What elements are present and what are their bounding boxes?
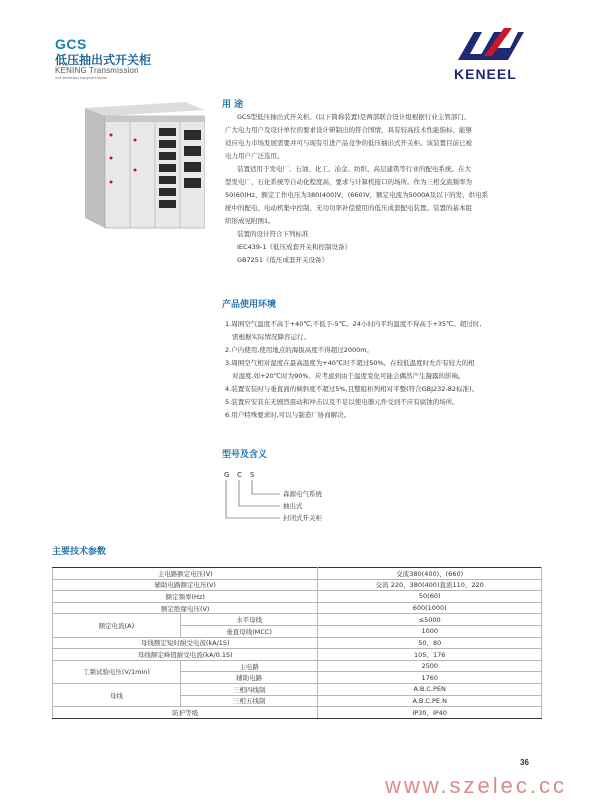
table-row: 防护等级 IP30、IP40 xyxy=(53,707,542,719)
model-code-s: S xyxy=(250,471,255,479)
usage-text: GCS型低压抽出式开关柜。(以下简称装置)是两部联合设计组根据行业主管部门、 广大电力用户及设计单位的要求设计研制出的符合国情，具有较高技术性能指标、能够 适应电力市场发展需要并可与现有引进产品竞争的低压抽出式开关柜。该装置目前已被 电力用户广泛选用。 装置适用于发电厂、石油、化工、冶金、纺织、高层建筑等行业的配电系统。在大 型发电厂、石化系统等自动化程度高，要求与计算机接口的场所。作为三相交流频率为 50(60)Hz、额定工作电压为380(400)V、(660)V，额定电流为5000A及以下的发、供电系 统中的配电、电动机集中控制、无功功率补偿使用的低压成套配电装置。装置的基本组 织形成见附图1。 装置的设计符合下列标准 IEC439-1《低压成套开关和控制设备》 GB7251《低压成套开关设备》 xyxy=(225,113,489,264)
section-title-model: 型号及含义 xyxy=(222,450,268,460)
tech-table xyxy=(52,567,542,719)
page-title: 低压抽出式开关柜 xyxy=(55,53,152,67)
section-title-environment: 产品使用环境 xyxy=(222,300,277,310)
table-row: 额定绝缘电压(V) 600(1000) xyxy=(53,602,542,614)
table-row: 母线 三相四线制 A.B.C.PEN xyxy=(53,683,542,695)
table-row: 母线额定峰值耐受电流(kA/0.1S) 105、176 xyxy=(53,649,542,661)
watermark: www.szelec.cc xyxy=(385,773,568,798)
model-meaning-g: 封闭式开关柜 xyxy=(283,514,322,522)
table-row: 母线额定短时耐受电流(kA/1S) 50、80 xyxy=(53,637,542,649)
switchgear-cabinet-image xyxy=(85,100,205,230)
table-row: 三相五线制 A.B.C.PE.N xyxy=(53,695,542,707)
company-subtitle: KENING Transmission xyxy=(55,66,139,75)
table-row: 额定电流(A) 水平母线 ≤5000 xyxy=(53,614,542,626)
model-code-c: C xyxy=(237,471,242,479)
page-number: 36 xyxy=(520,758,529,767)
table-row: 主电路额定电压(V) 交流380(400)、(660) xyxy=(53,568,542,580)
model-meaning-c: 抽出式 xyxy=(283,502,303,510)
table-row: 辅助电路 1760 xyxy=(53,672,542,684)
series-code: GCS xyxy=(55,36,87,52)
model-meaning-s: 森源电气系统 xyxy=(283,490,322,498)
section-title-usage: 用 途 xyxy=(222,100,244,110)
table-row: 辅助电路额定电压(V) 交流 220、380(400)直流110、220 xyxy=(53,579,542,591)
section-title-tech: 主要技术参数 xyxy=(52,547,107,557)
brand-name: KENEEL xyxy=(454,66,517,82)
table-row: 额定频率(Hz) 50(60) xyxy=(53,591,542,603)
model-code-g: G xyxy=(224,471,230,479)
environment-list: 1.周围空气温度不高于+40℃,不低于-5℃。24小时内平均温度不得高于+35℃。超过时, 需根据实际情况降容运行。 2.户内使用,使用地点的海拔高度不得超过2000m。 3.周围空气相对湿度在最高温度为+40℃时不超过50%。在较低温度时允许有较大的相 对湿度,如+20℃时为90%、应考虑到由于温度变化可能会偶然产生凝露的影响。 4.装置安装时与垂直面的倾斜度不超过5%,且整组柜列相对平整(符合GBJ232-82标准)。 5.装置应安装在无剧烈震动和冲击以及不足以使电器元件受到不应有腐蚀的场所。 6.用户特殊要求时,可以与制造厂协商解决。 xyxy=(225,320,482,419)
table-row: 工频试验电压(V/1min) 主电路 2500 xyxy=(53,660,542,672)
table-row: 垂直母线(MCC) 1000 xyxy=(53,625,542,637)
tagline: And distribution equipment stylish xyxy=(55,76,108,80)
